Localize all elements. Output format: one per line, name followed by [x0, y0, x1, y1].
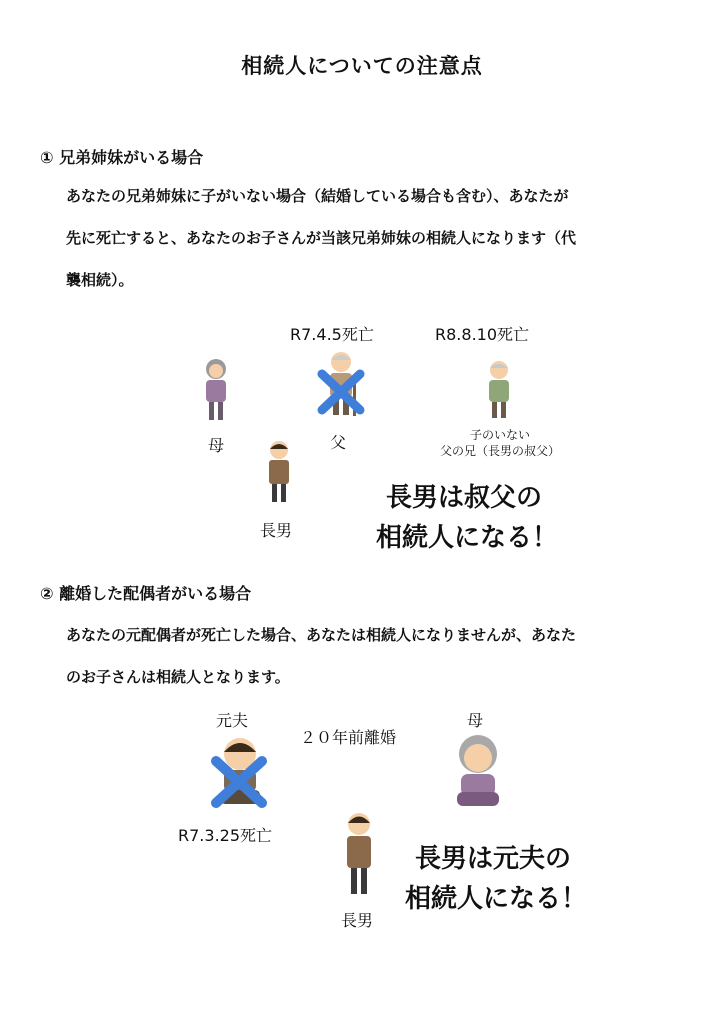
- section1-line-3: 襲相続）。: [66, 271, 134, 289]
- uncle-description: [420, 427, 580, 459]
- father-label: 父: [330, 433, 347, 452]
- section2-paragraph: [66, 614, 686, 698]
- section1-callout-line-2: 相続人になる！: [376, 523, 559, 553]
- mother-label-2: 母: [467, 711, 484, 730]
- son-figure: [266, 440, 292, 504]
- section2-line-2: のお子さんは相続人となります。: [66, 668, 290, 686]
- cross-mark-icon: [316, 368, 366, 416]
- divorce-label: ２０年前離婚: [300, 728, 397, 747]
- son-label-2: 長男: [341, 911, 374, 930]
- ex-husband-label: 元夫: [216, 711, 249, 730]
- uncle-label-line-1: 子のいない: [469, 428, 530, 442]
- cross-mark-icon-2: [210, 755, 268, 809]
- mother-label: 母: [208, 436, 225, 455]
- section1-callout: [376, 478, 559, 558]
- section1-callout-line-1: 長男は叔父の: [386, 483, 543, 513]
- section1-line-2: 先に死亡すると、あなたのお子さんが当該兄弟姉妹の相続人になります（代: [66, 229, 577, 247]
- section1-heading: ① 兄弟姉妹がいる場合: [40, 148, 204, 167]
- page-title: 相続人についての注意点: [241, 54, 483, 78]
- section2-callout: [405, 839, 588, 919]
- section1-line-1: あなたの兄弟姉妹に子がいない場合（結婚している場合も含む）、あなたが: [66, 187, 569, 205]
- ex-husband-death-date: R7.3.25死亡: [178, 826, 273, 845]
- mother-figure: [201, 358, 231, 422]
- uncle-label-line-2: 父の兄（長男の叔父）: [439, 444, 560, 458]
- father-death-date: R7.4.5死亡: [290, 325, 374, 344]
- section2-line-1: あなたの元配偶者が死亡した場合、あなたは相続人になりませんが、あなた: [66, 626, 577, 644]
- mother-figure-2: [452, 734, 504, 810]
- son-figure-2: [344, 812, 374, 896]
- uncle-death-date: R8.8.10死亡: [435, 325, 530, 344]
- son-label: 長男: [260, 521, 293, 540]
- section2-callout-line-1: 長男は元夫の: [415, 844, 572, 874]
- section2-heading: ② 離婚した配偶者がいる場合: [40, 584, 252, 603]
- section2-callout-line-2: 相続人になる！: [405, 884, 588, 914]
- section1-paragraph: [66, 175, 686, 301]
- uncle-figure: [484, 360, 514, 420]
